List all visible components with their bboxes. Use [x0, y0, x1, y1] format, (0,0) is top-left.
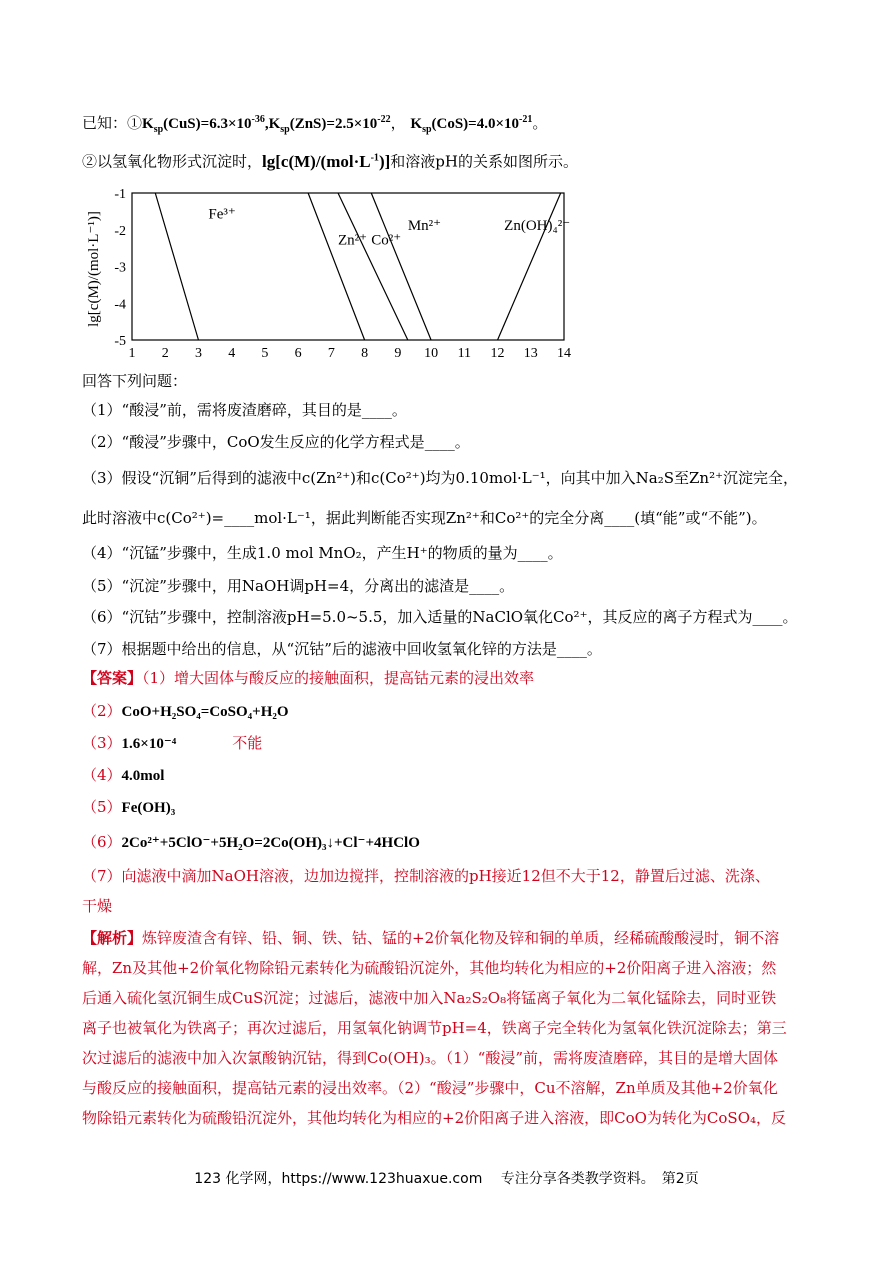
answer-7-line-2: 干燥	[82, 897, 113, 915]
ksp-zns-exp: -22	[377, 114, 391, 125]
ksp-cus-value: (CuS)=6.3×10	[163, 116, 252, 132]
known-ksp-line	[82, 110, 547, 140]
answer-2	[82, 701, 289, 722]
ksp-cos-label: K	[410, 116, 423, 132]
answer-3-num: （3）	[82, 734, 122, 752]
series-line	[371, 193, 431, 340]
x-tick-label: 8	[361, 346, 369, 361]
y-tick-label: -1	[114, 187, 126, 202]
answer-6-num: （6）	[82, 833, 122, 851]
y-tick-label: -5	[114, 334, 126, 349]
series-label: Mn²⁺	[407, 217, 442, 234]
series-line	[308, 193, 364, 340]
series-label: Fe³⁺	[208, 206, 236, 223]
question-3-line-1: （3）假设“沉铜”后得到的滤液中c(Zn²⁺)和c(Co²⁺)均为0.10mol·L⁻¹，向其中加入Na₂S至Zn²⁺沉淀完全，	[82, 469, 799, 487]
condition-2-expr-end: )]	[378, 151, 391, 171]
y-tick-label: -3	[114, 260, 126, 276]
answer-4-num: （4）	[82, 766, 122, 784]
question-4: （4）“沉锰”步骤中，生成1.0 mol MnO₂，产生H⁺的物质的量为____。	[82, 544, 563, 562]
x-tick-label: 14	[557, 346, 571, 361]
x-tick-label: 7	[327, 346, 335, 361]
answer-5-text: Fe(OH)₃	[121, 800, 176, 816]
y-tick-label: -2	[114, 223, 126, 239]
x-tick-label: 11	[457, 346, 472, 361]
ksp-zns-value: (ZnS)=2.5×10	[289, 116, 378, 132]
y-axis-label: lg[c(M)/(mol·L⁻¹)]	[86, 211, 102, 327]
ksp-end: 。	[532, 114, 548, 132]
ksp-cos-sub: sp	[422, 124, 432, 135]
series-label: Zn(OH)₄²⁻	[504, 217, 571, 234]
answer-6	[82, 832, 420, 853]
answer-6-text: 2Co²⁺+5ClO⁻+5H₂O=2Co(OH)₃↓+Cl⁻+4HClO	[121, 835, 420, 851]
condition-2-expr-exp: -1	[370, 152, 379, 163]
series-labels	[208, 207, 570, 249]
answer-3-text: 1.6×10⁻⁴	[121, 736, 177, 752]
answer-tag: 【答案】	[82, 669, 143, 687]
analysis-line-1-text: 炼锌废渣含有锌、铅、铜、铁、钴、锰的+2价氧化物及锌和铜的单质，经稀硫酸酸浸时，铜不溶	[142, 929, 780, 947]
answer-2-num: （2）	[82, 702, 122, 720]
y-ticks	[114, 187, 126, 349]
question-3-line-2: 此时溶液中c(Co²⁺)=____mol·L⁻¹，据此判断能否实现Zn²⁺和Co²⁺的完全分离____(填“能”或“不能”)。	[82, 509, 767, 527]
x-tick-label: 6	[294, 346, 302, 361]
questions-intro: 回答下列问题：	[82, 372, 188, 390]
question-2: （2）“酸浸”步骤中，CoO发生反应的化学方程式是____。	[82, 433, 470, 451]
answer-1	[82, 668, 534, 688]
ksp-separator: ，	[390, 114, 406, 132]
condition-2-suffix: 和溶液pH的关系如图所示。	[390, 152, 578, 171]
answer-3	[82, 733, 262, 754]
ksp-cus-label: K	[142, 116, 154, 132]
x-ticks	[129, 346, 572, 361]
answer-2-text: CoO+H₂SO₄=CoSO₄+H₂O	[121, 704, 289, 720]
ksp-cus-sub: sp	[153, 124, 164, 135]
question-5: （5）“沉淀”步骤中，用NaOH调pH=4，分离出的滤渣是____。	[82, 577, 515, 595]
x-tick-label: 13	[523, 346, 538, 361]
ksp-cos-exp: -21	[519, 114, 533, 125]
ksp-cos-value: (CoS)=4.0×10	[431, 116, 520, 132]
ksp-cus-exp: -36	[251, 114, 265, 125]
condition-2-line	[82, 148, 578, 172]
condition-2-prefix: ②以氢氧化物形式沉淀时，	[82, 152, 263, 171]
analysis-line-6: 与酸反应的接触面积，提高钴元素的浸出效率。（2）“酸浸”步骤中，Cu不溶解，Zn单质及其他+2价氧化	[82, 1079, 778, 1097]
question-7: （7）根据题中给出的信息，从“沉钴”后的滤液中回收氢氧化锌的方法是____。	[82, 640, 602, 658]
answer-5-num: （5）	[82, 798, 122, 816]
answer-1-text: （1）增大固体与酸反应的接触面积，提高钴元素的浸出效率	[142, 669, 535, 687]
answer-3-text-b: 不能	[232, 734, 263, 752]
y-tick-label: -4	[114, 297, 126, 313]
analysis-line-4: 离子也被氧化为铁离子；再次过滤后，用氢氧化钠调节pH=4，铁离子完全转化为氢氧化铁沉淀除去；第三	[82, 1019, 787, 1037]
page-footer: 123 化学网，https://www.123huaxue.com 专注分享各类教学资料。 第2页	[194, 1171, 699, 1187]
answer-4-text: 4.0mol	[121, 768, 165, 784]
question-6: （6）“沉钴”步骤中，控制溶液pH=5.0~5.5，加入适量的NaClO氧化Co²⁺，其反应的离子方程式为____。	[82, 608, 798, 626]
x-tick-label: 4	[228, 346, 236, 361]
x-tick-label: 12	[490, 346, 505, 361]
question-1: （1）“酸浸”前，需将废渣磨碎，其目的是____。	[82, 401, 407, 419]
lg-c-vs-ph-chart	[82, 183, 582, 365]
series-line	[498, 193, 561, 340]
analysis-line-7: 物除铅元素转化为硫酸铅沉淀外，其他均转化为相应的+2价阳离子进入溶液，即CoO为转化为CoSO₄，反	[82, 1109, 787, 1127]
x-tick-label: 1	[128, 346, 136, 361]
analysis-line-3: 后通入硫化氢沉铜生成CuS沉淀；过滤后，滤液中加入Na₂S₂O₈将锰离子氧化为二氧化锰除去，同时亚铁	[82, 989, 777, 1007]
analysis-line-5: 次过滤后的滤液中加入次氯酸钠沉钴，得到Co(OH)₃。（1）“酸浸”前，需将废渣磨碎，其目的是增大固体	[82, 1049, 778, 1067]
x-tick-label: 3	[194, 346, 202, 361]
ksp-zns-label: ,K	[264, 116, 281, 132]
condition-2-expr: lg[c(M)/(mol·L	[262, 151, 371, 171]
known-prefix: 已知：①	[82, 114, 143, 132]
analysis-tag: 【解析】	[82, 929, 143, 947]
answer-5	[82, 797, 175, 818]
series-line	[155, 193, 198, 340]
answer-4	[82, 765, 164, 786]
answer-7-line-1: （7）向滤液中滴加NaOH溶液，边加边搅拌，控制溶液的pH接近12但不大于12，静置后过滤、洗涤、	[82, 867, 770, 885]
analysis-line-2: 解，Zn及其他+2价氧化物除铅元素转化为硫酸铅沉淀外，其他均转化为相应的+2价阳离子进入溶液；然	[82, 959, 777, 977]
x-tick-label: 5	[261, 346, 269, 361]
x-tick-label: 9	[394, 346, 402, 361]
series-label: Zn²⁺	[338, 232, 368, 249]
ksp-zns-sub: sp	[280, 124, 290, 135]
series-line	[338, 193, 408, 340]
analysis-line-1	[82, 928, 779, 948]
x-tick-label: 2	[161, 346, 169, 361]
x-tick-label: 10	[424, 346, 439, 361]
series-label: Co²⁺	[371, 232, 402, 249]
